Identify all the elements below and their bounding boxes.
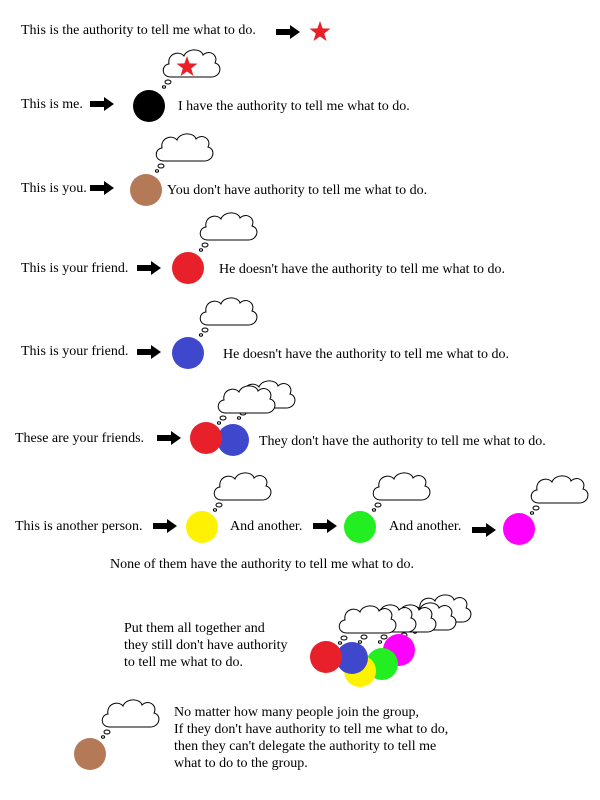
none-summary: None of them have the authority to tell me what to do. bbox=[110, 557, 415, 572]
conclusion-line: what to do to the group. bbox=[174, 756, 308, 771]
and-another-label-1: And another. bbox=[230, 519, 303, 534]
you-statement: You don't have authority to tell me what to do. bbox=[167, 183, 428, 198]
friends-statement: They don't have the authority to tell me what to do. bbox=[259, 434, 546, 449]
friend1-statement: He doesn't have the authority to tell me what to do. bbox=[219, 262, 505, 277]
thought-bubble-icon bbox=[530, 476, 588, 514]
friend2-label: This is your friend. bbox=[21, 344, 129, 359]
arrow-icon bbox=[276, 25, 300, 39]
thought-bubble-icon bbox=[199, 213, 257, 251]
another-person-label: This is another person. bbox=[15, 519, 143, 534]
thought-bubble-icon bbox=[155, 134, 213, 172]
friends-label: These are your friends. bbox=[15, 431, 145, 446]
person-circle-icon bbox=[172, 252, 204, 284]
person-circle-icon bbox=[344, 511, 376, 543]
arrow-icon bbox=[137, 345, 161, 359]
friend2-statement: He doesn't have the authority to tell me what to do. bbox=[223, 347, 509, 362]
arrow-icon bbox=[313, 519, 337, 533]
arrow-icon bbox=[90, 97, 114, 111]
conclusion-line: If they don't have authority to tell me what to do, bbox=[174, 722, 449, 737]
arrow-icon bbox=[137, 261, 161, 275]
together-line: they still don't have authority bbox=[124, 638, 288, 653]
person-circle-icon bbox=[74, 738, 106, 770]
person-circle-icon bbox=[503, 513, 535, 545]
conclusion-line: No matter how many people join the group, bbox=[174, 705, 419, 720]
arrow-icon bbox=[90, 181, 114, 195]
thought-bubble-icon bbox=[372, 473, 430, 511]
star-icon bbox=[310, 21, 331, 41]
thought-bubble-icon bbox=[101, 700, 159, 738]
and-another-label-2: And another. bbox=[389, 519, 462, 534]
together-line: to tell me what to do. bbox=[124, 655, 243, 670]
me-label: This is me. bbox=[21, 97, 83, 112]
arrow-icon bbox=[153, 519, 177, 533]
you-label: This is you. bbox=[21, 181, 87, 196]
together-line: Put them all together and bbox=[124, 621, 265, 636]
authority-label: This is the authority to tell me what to do. bbox=[21, 23, 256, 38]
thought-bubble-icon bbox=[199, 298, 257, 336]
person-circle-icon bbox=[133, 90, 165, 122]
thought-bubble-icon bbox=[217, 386, 275, 424]
thought-bubble-icon bbox=[338, 606, 396, 644]
friend1-label: This is your friend. bbox=[21, 261, 129, 276]
person-circle-icon bbox=[130, 174, 162, 206]
arrow-icon bbox=[472, 523, 496, 537]
arrow-icon bbox=[157, 431, 181, 445]
person-circle-icon bbox=[310, 641, 342, 673]
person-circle-icon bbox=[172, 337, 204, 369]
person-circle-icon bbox=[186, 511, 218, 543]
conclusion-line: then they can't delegate the authority to tell me bbox=[174, 739, 437, 754]
me-statement: I have the authority to tell me what to do. bbox=[178, 99, 410, 114]
person-circle-icon bbox=[190, 422, 222, 454]
thought-bubble-icon bbox=[213, 473, 271, 511]
